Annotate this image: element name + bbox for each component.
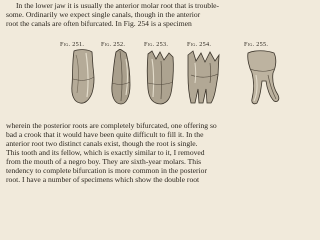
paragraph-line: In the lower jaw it is usually the anterior molar root that is trouble- — [16, 1, 220, 10]
paragraph-line: from the mouth of a negro boy. They are sixth-year molars. This — [6, 157, 202, 166]
paragraph-line: wherein the posterior roots are completely bifurcated, one offering so — [6, 121, 217, 130]
figure-caption: Fig. 255. — [244, 41, 269, 48]
paragraph-line: This tooth and its fellow, which is exactly similar to it, I removed — [6, 148, 205, 157]
tooth-icon — [106, 49, 136, 105]
paragraph-line: root the canals are often bifurcated. In Fig. 254 is a specimen — [6, 19, 192, 28]
figure-caption: Fig. 252. — [101, 41, 126, 48]
tooth-icon — [144, 49, 176, 105]
paragraph-line: tendency to complete bifurcation is more common in the posterior — [6, 166, 207, 175]
figure-caption: Fig. 251. — [60, 41, 85, 48]
tooth-icon — [68, 49, 98, 105]
tooth-icon — [240, 49, 284, 105]
tooth-icon — [185, 49, 221, 105]
paragraph-line: bad a crook that it would have been quite difficult to fill it. In the — [6, 130, 204, 139]
paragraph-line: some. Ordinarily we expect single canals, though in the anterior — [6, 10, 201, 19]
figure-caption: Fig. 253. — [144, 41, 169, 48]
paragraph-line: root. I have a number of specimens which show the double root — [6, 175, 200, 184]
figure-caption: Fig. 254. — [187, 41, 212, 48]
paragraph-line: anterior root two distinct canals exist, though the root is single. — [6, 139, 198, 148]
